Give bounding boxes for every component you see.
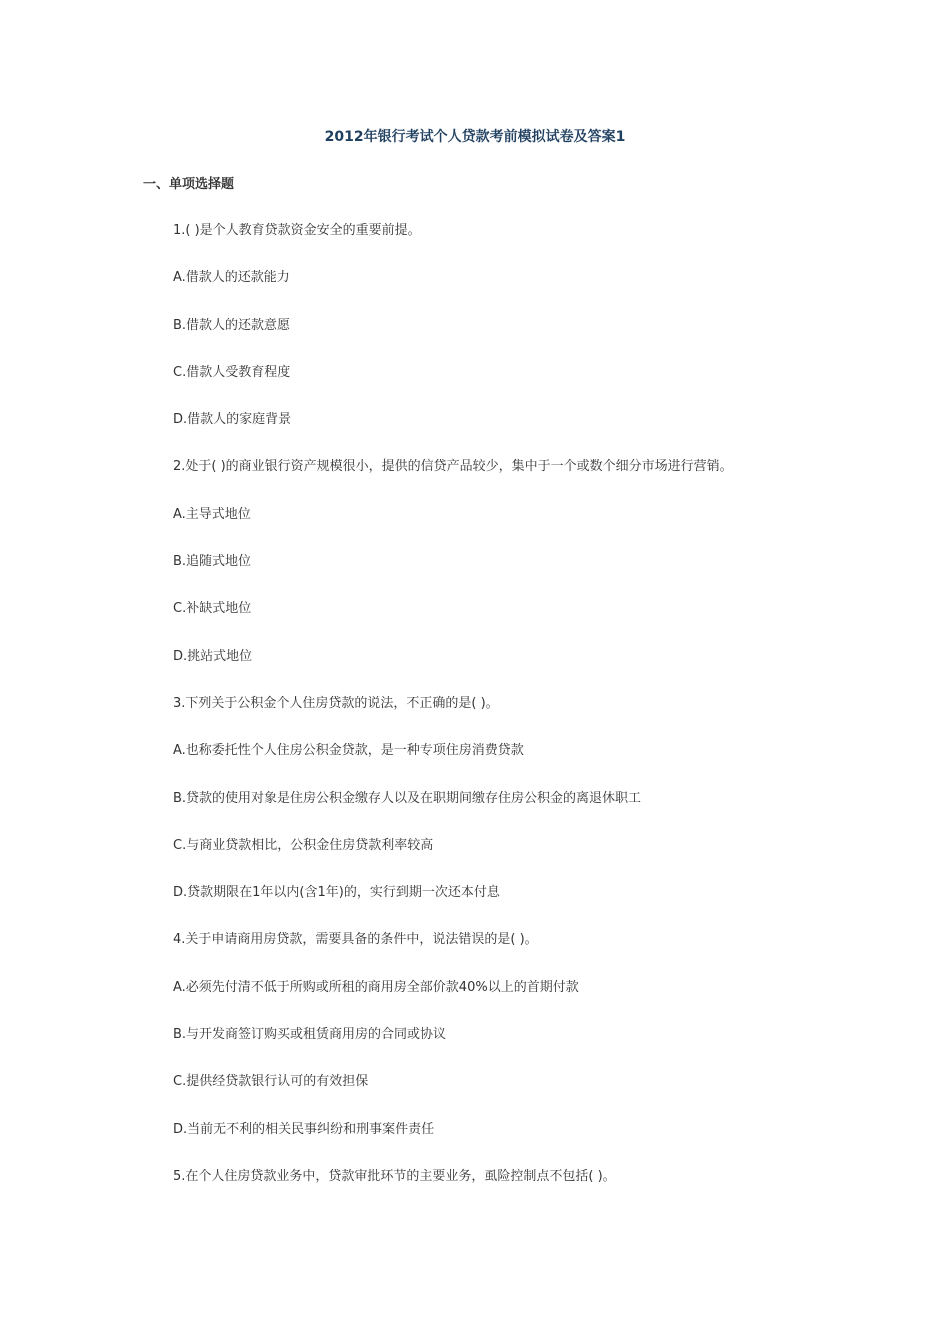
question-1-option-a: A.借款人的还款能力 [173, 270, 290, 286]
question-3-option-d: D.贷款期限在1年以内(含1年)的，实行到期一次还本付息 [173, 885, 500, 901]
question-list [173, 221, 913, 1214]
question-1: 1.( )是个人教育贷款资金安全的重要前提。 [173, 223, 421, 238]
section-heading: 一、单项选择题 [143, 177, 235, 192]
question-1-option-d: D.借款人的家庭背景 [173, 412, 292, 428]
question-1-option-b: B.借款人的还款意愿 [173, 317, 291, 333]
question-2-option-b: B.追随式地位 [173, 554, 252, 570]
document-title: 2012年银行考试个人贷款考前模拟试卷及答案1 [324, 129, 626, 145]
question-1-option-c: C.借款人受教育程度 [173, 364, 291, 380]
question-2-option-a: A.主导式地位 [173, 506, 251, 522]
question-4-option-a: A.必须先付清不低于所购或所租的商用房全部价款40%以上的首期付款 [173, 979, 579, 995]
question-3-option-b: B.贷款的使用对象是住房公积金缴存人以及在职期间缴存住房公积金的离退休职工 [173, 790, 642, 806]
question-3-option-a: A.也称委托性个人住房公积金贷款，是一种专项住房消费贷款 [173, 743, 524, 759]
question-4-option-c: C.提供经贷款银行认可的有效担保 [173, 1074, 369, 1090]
question-2: 2.处于( )的商业银行资产规模很小，提供的信贷产品较少，集中于一个或数个细分市场进行营销。 [173, 459, 733, 475]
question-4-option-b: B.与开发商签订购买或租赁商用房的合同或协议 [173, 1027, 447, 1043]
question-4-option-d: D.当前无不利的相关民事纠纷和刑事案件责任 [173, 1121, 435, 1137]
question-3-option-c: C.与商业贷款相比，公积金住房贷款利率较高 [173, 837, 434, 853]
question-4: 4.关于申请商用房贷款，需要具备的条件中，说法错误的是( )。 [173, 932, 538, 948]
question-5: 5.在个人住房贷款业务中，贷款审批环节的主要业务，虱险控制点不包括( )。 [173, 1168, 616, 1184]
question-2-option-c: C.补缺式地位 [173, 601, 252, 617]
question-3: 3.下列关于公积金个人住房贷款的说法，不正确的是( )。 [173, 695, 499, 711]
question-2-option-d: D.挑站式地位 [173, 648, 253, 664]
